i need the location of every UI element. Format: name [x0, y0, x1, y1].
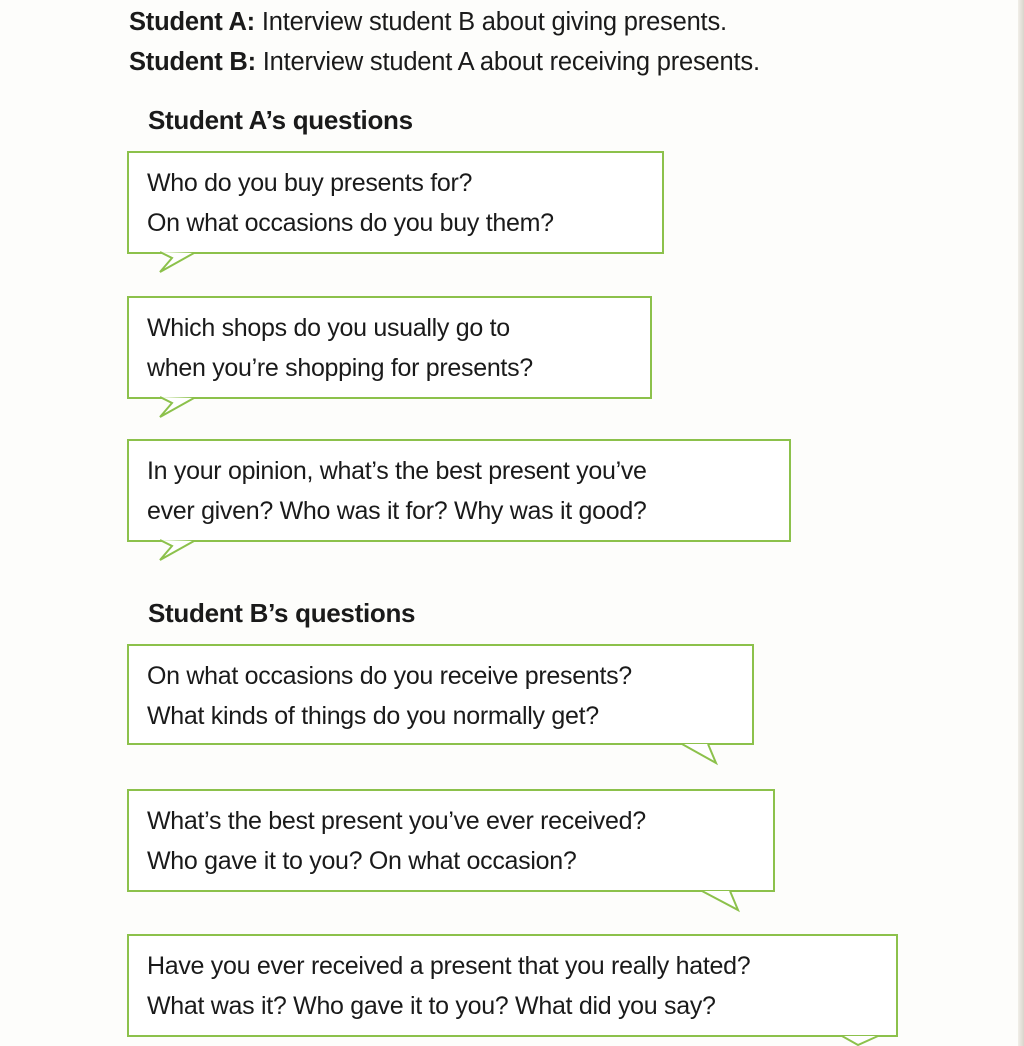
speech-bubble-a2 [127, 296, 652, 399]
bubble-line: Have you ever received a present that you really hated? [147, 952, 751, 980]
page-edge-shadow [1018, 0, 1024, 1046]
bubble-line: What was it? Who gave it to you? What did you say? [147, 992, 716, 1020]
speech-bubble-tail [838, 1035, 898, 1046]
bubble-line: What kinds of things do you normally get? [147, 702, 599, 730]
student-a-instruction-text: Interview student B about giving presents. [254, 8, 727, 36]
student-b-questions-heading: Student B’s questions [148, 598, 416, 628]
instruction-student-b [129, 47, 760, 78]
bubble-line: Which shops do you usually go to [147, 314, 510, 342]
speech-bubble-tail [150, 252, 200, 276]
bubble-line: ever given? Who was it for? Why was it good? [147, 497, 647, 525]
speech-bubble-b3 [127, 934, 898, 1037]
speech-bubble-tail [150, 540, 200, 564]
speech-bubble-a3 [127, 439, 791, 542]
speech-bubble-b2 [127, 789, 775, 892]
instruction-student-a [129, 7, 727, 38]
speech-bubble-tail [680, 743, 730, 769]
speech-bubble-tail [700, 890, 750, 916]
student-b-label: Student B: [129, 48, 256, 76]
student-a-questions-heading: Student A’s questions [148, 105, 413, 135]
bubble-line: Who gave it to you? On what occasion? [147, 847, 577, 875]
student-b-instruction-text: Interview student A about receiving presents. [255, 48, 760, 76]
bubble-line: when you’re shopping for presents? [147, 354, 533, 382]
speech-bubble-a1 [127, 151, 664, 254]
bubble-line: What’s the best present you’ve ever received? [147, 807, 646, 835]
speech-bubble-tail [150, 397, 200, 421]
student-a-label: Student A: [129, 8, 255, 36]
speech-bubble-b1 [127, 644, 754, 745]
bubble-line: In your opinion, what’s the best present you’ve [147, 457, 647, 485]
bubble-line: Who do you buy presents for? [147, 169, 473, 197]
bubble-line: On what occasions do you receive presents? [147, 662, 632, 690]
bubble-line: On what occasions do you buy them? [147, 209, 554, 237]
